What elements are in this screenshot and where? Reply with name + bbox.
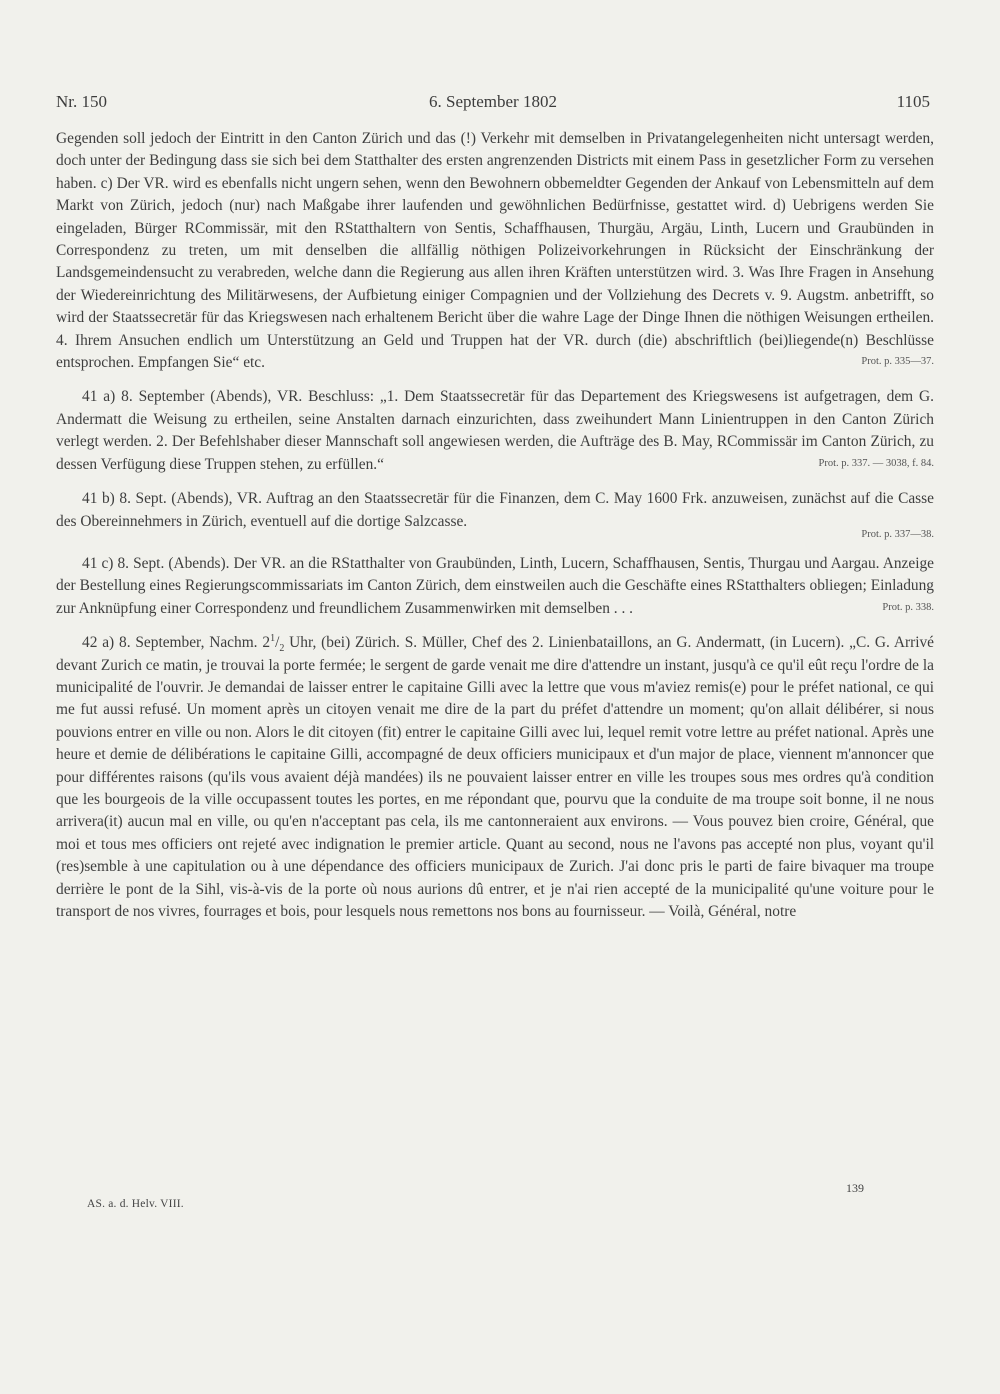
paragraph-text: 41 c) 8. Sept. (Abends). Der VR. an die RStatthalter von Graubünden, Linth, Lucern, Schaffhausen, Sentis, Thurgau und Aargau. Anzeige der Bestellung eines Regierungscommissariats im Canton Zürich, dem einstweilen auch die Geschäfte eines RStatthalters obliegen; Einladung zur Anknüpfung einer Correspondenz und freundlichem Zusammenwirken mit demselben . . . bbox=[56, 554, 934, 617]
entry-42a bbox=[56, 632, 934, 923]
entry-41a bbox=[56, 386, 934, 476]
page-number: 1105 bbox=[896, 92, 930, 111]
paragraph-text: 41 a) 8. September (Abends), VR. Beschluss: „1. Dem Staatssecretär für das Departement des Kriegswesens ist aufgetragen, dem G. Andermatt die Weisung zu ertheilen, seine Anstalten darnach einzurichten, dass zweihundert Mann Linientruppen in den Canton Zürich verlegt werden. 2. Der Befehlshaber dieser Mannschaft soll angewiesen werden, die Aufträge des B. May, RCommissär im Canton Zürich, zu dessen Verfügung diese Truppen stehen, zu erfüllen.“ bbox=[56, 388, 934, 473]
protocol-reference: Prot. p. 337—38. bbox=[861, 528, 934, 540]
paragraph-lead: 42 a) 8. September, Nachm. 2 bbox=[82, 634, 271, 652]
signature-mark: 139 bbox=[846, 1181, 864, 1195]
header-date: 6. September 1802 bbox=[429, 92, 557, 111]
protocol-reference: Prot. p. 335—37. bbox=[861, 356, 934, 368]
page-header bbox=[56, 92, 930, 118]
page-body bbox=[56, 128, 934, 923]
paragraph-text: Uhr, (bei) Zürich. S. Müller, Chef des 2. Linienbataillons, an G. Andermatt, (in Lucern). „C. G. Arrivé devant Zurich ce matin, je trouvai la porte fermée; le sergent de garde venait me dire d'attendre un instant, jusqu'à ce qu'il eût reçu l'ordre de la municipalité de l'ouvrir. Je demandai de laisser entrer le capitaine Gilli avec la lettre que vous m'aviez remis(e) pour le préfet national, ce qui me fut aussi refusé. Un moment après un citoyen venait me dire de la part du préfet d'attendre un moment; qu'on allait délibérer, si nous pouvions entrer en ville ou non. Alors le dit citoyen (fit) entrer le capitaine Gilli avec lui, lequel remit votre lettre au préfet national. Après une heure et demie de délibérations le capitaine Gilli, accompagné de deux officiers municipaux et d'un major de place, viennent m'annoncer que pour différentes raisons (qu'ils vous avaient déjà mandées) ils ne pouvaient laisser entrer en ville les troupes sous mes ordres qu'à condition que les bourgeois de la ville occupassent toutes les portes, en me répondant que, pourvu que la conduite de ma troupe soit bonne, il ne nous arrivera(it) aucun mal en ville, ou qu'en n'acceptant pas cela, ils me cantonneraient aux environs. — Vous pouvez bien croire, Général, que moi et tous mes officiers ont rejeté avec indignation le premier article. Quant au second, nous ne l'avons pas accepté non plus, voyant qu'il (res)semble à une capitulation ou à une dépendance des officiers municipaux de Zurich. J'ai donc pris le parti de faire bivaquer ma troupe derrière le pont de la Sihl, vis-à-vis de la porte où nous aurions dû entrer, et je n'ai rien accepté de la municipalité qu'une voiture pour le transport de nos vivres, fourrages et bois, pour lesquels nous remettons nos bons au fournisseur. — Voilà, Général, notre bbox=[56, 634, 935, 920]
protocol-reference: Prot. p. 337. — 3038, f. 84. bbox=[818, 457, 934, 469]
paragraph-text: Gegenden soll jedoch der Eintritt in den Canton Zürich und das (!) Verkehr mit demselben in Privatangelegenheiten nicht untersagt werden, doch unter der Bedingung dass sie sich bei dem Statthalter des ersten angrenzenden Districts mit einem Pass in gesetzlicher Form zu versehen haben. c) Der VR. wird es ebenfalls nicht ungern sehen, wenn den Bewohnern obbemeldter Gegenden der Ankauf von Lebensmitteln auf dem Markt von Zürich, jedoch (nur) nach Maßgabe ihrer laufenden und gewöhnlichen Bedürfnisse, gestattet wird. d) Uebrigens werden Sie eingeladen, Bürger RCommissär, mit den RStatthaltern von Sentis, Schaffhausen, Thurgäu, Argäu, Linth, Lucern und Graubünden in Correspondenz zu treten, um mit denselben die allfällig nöthigen Polizeivorkehrungen in Rücksicht der Einschränkung der Landsgemeindensucht zu verabreden, welche dann die Regierung aus allen ihren Kräften unterstützen wird. 3. Was Ihre Fragen in Ansehung der Wiedereinrichtung des Militärwesens, der Aufbietung einiger Compagnien und der Vollziehung des Decrets v. 9. Augstm. anbetrifft, so wird der Staatssecretär für das Kriegswesen nach erhaltenem Bericht über die wahre Lage der Dinge Ihnen die nöthigen Weisungen ertheilen. 4. Ihrem Ansuchen endlich um Unterstützung an Geld und Truppen hat der VR. durch (die) abschriftlich (bei)liegende(n) Beschlüsse entsprochen. Empfangen Sie“ etc. bbox=[56, 130, 934, 372]
entry-41b bbox=[56, 488, 934, 533]
paragraph-text: 41 b) 8. Sept. (Abends), VR. Auftrag an den Staatssecretär für die Finanzen, dem C. May 1600 Frk. anzuweisen, zunächst auf die Casse des Obereinnehmers in Zürich, eventuell auf die dortige Salzcasse. bbox=[56, 490, 934, 530]
source-note: AS. a. d. Helv. VIII. bbox=[87, 1198, 184, 1210]
fraction-numerator: 1 bbox=[270, 633, 276, 644]
fraction-denominator: 2 bbox=[279, 643, 285, 655]
fraction-slash: / bbox=[275, 634, 280, 652]
protocol-reference: Prot. p. 338. bbox=[882, 601, 934, 613]
document-number: Nr. 150 bbox=[56, 92, 107, 111]
entry-41c bbox=[56, 553, 934, 620]
paragraph-continuation bbox=[56, 128, 934, 374]
